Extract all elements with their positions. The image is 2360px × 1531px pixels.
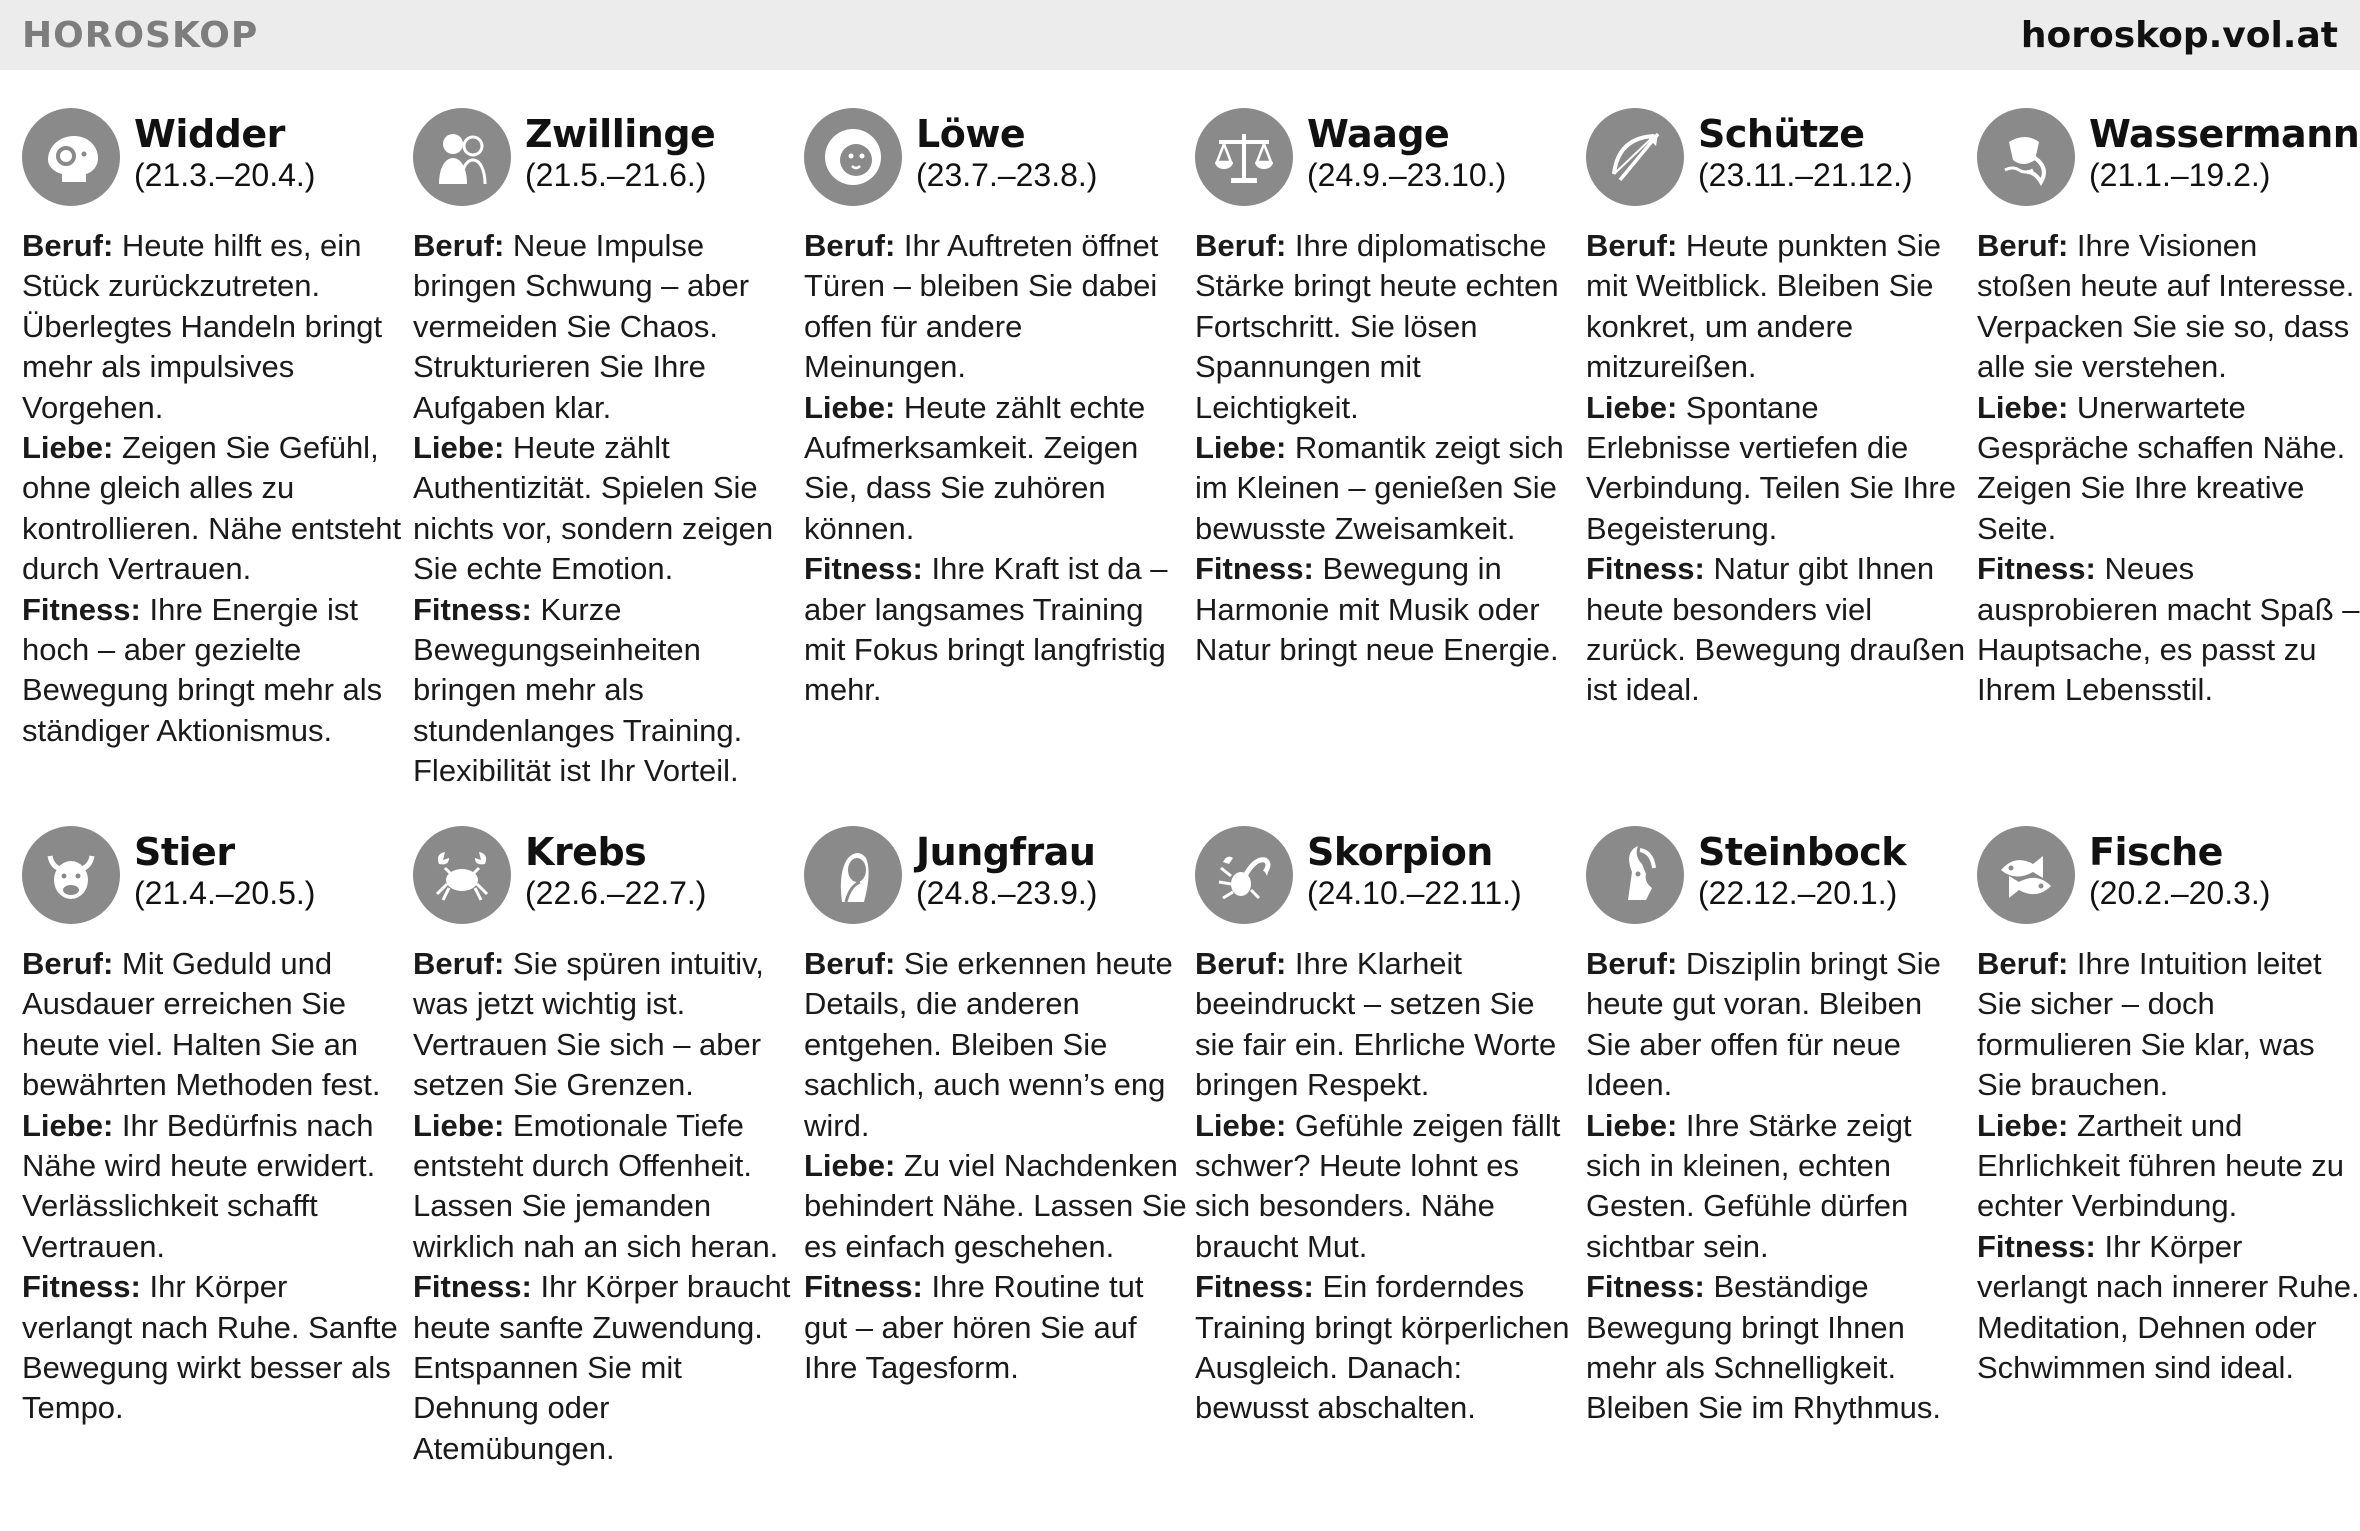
label-beruf: Beruf:	[1586, 946, 1678, 981]
text-liebe: Heute zählt Authentizität. Spielen Sie nichts vor, sondern zeigen Sie echte Emotion.	[413, 430, 774, 587]
text-liebe: Romantik zeigt sich im Kleinen – genießen Sie bewusste Zweisamkeit.	[1195, 430, 1564, 546]
sign-text	[804, 226, 1187, 711]
sign-dates: (21.3.–20.4.)	[134, 157, 316, 193]
label-liebe: Liebe:	[22, 1107, 114, 1143]
sign-dates: (20.2.–20.3.)	[2089, 875, 2271, 911]
sign-name: Jungfrau	[916, 830, 1096, 874]
sign-title-block	[134, 826, 315, 912]
crab-icon	[413, 826, 511, 924]
sign-text	[22, 944, 405, 1429]
sign-text	[804, 944, 1187, 1388]
sign-title-block	[2089, 826, 2270, 912]
text-fitness: Beständige Bewegung bringt Ihnen mehr als Schnelligkeit. Bleiben Sie im Rhythmus.	[1586, 1269, 1941, 1426]
text-liebe: Zartheit und Ehrlichkeit führen heute zu echter Verbindung.	[1977, 1107, 2345, 1224]
site-url: horoskop.vol.at	[2020, 14, 2338, 56]
label-fitness: Fitness:	[1586, 551, 1705, 587]
sign-title-block	[2089, 108, 2359, 194]
sign-name: Krebs	[525, 830, 647, 874]
sign-text	[1586, 226, 1969, 711]
bull-icon	[22, 826, 120, 924]
sign-header	[1977, 108, 2360, 216]
label-liebe: Liebe:	[1977, 1107, 2069, 1143]
text-fitness: Ihr Körper verlangt nach Ruhe. Sanfte Bewegung wirkt besser als Tempo.	[22, 1269, 398, 1426]
ibex-icon	[1586, 826, 1684, 924]
label-liebe: Liebe:	[22, 430, 114, 466]
horoscope-widder	[22, 108, 413, 826]
sign-dates: (21.5.–21.6.)	[525, 157, 707, 193]
sign-header	[804, 826, 1187, 934]
horoscope-grid	[22, 108, 2360, 1469]
sign-name: Löwe	[916, 112, 1026, 156]
text-fitness: Neues ausprobieren macht Spaß – Hauptsache, es passt zu Ihrem Lebensstil.	[1977, 551, 2360, 708]
text-beruf: Heute hilft es, ein Stück zurückzutreten. Überlegtes Handeln bringt mehr als impulsives Vorgehen.	[22, 228, 383, 425]
sign-text	[1586, 944, 1969, 1429]
label-liebe: Liebe:	[413, 430, 505, 466]
sign-name: Stier	[134, 830, 235, 874]
horoscope-sch-tze	[1586, 108, 1977, 826]
label-fitness: Fitness:	[804, 1269, 923, 1305]
sign-text	[413, 226, 796, 792]
sign-name: Schütze	[1698, 112, 1865, 156]
text-beruf: Heute punkten Sie mit Weitblick. Bleiben Sie konkret, um andere mitzureißen.	[1586, 228, 1941, 385]
label-liebe: Liebe:	[804, 389, 896, 425]
label-fitness: Fitness:	[1195, 551, 1314, 587]
sign-text	[413, 944, 796, 1469]
text-liebe: Ihre Stärke zeigt sich in kleinen, echten Gesten. Gefühle dürfen sichtbar sein.	[1586, 1107, 1912, 1264]
label-beruf: Beruf:	[804, 946, 896, 981]
horoscope-fische	[1977, 826, 2360, 1469]
sign-dates: (24.8.–23.9.)	[916, 875, 1098, 911]
sign-title-block	[525, 826, 706, 912]
label-liebe: Liebe:	[1586, 389, 1678, 425]
sign-title-block	[916, 108, 1097, 194]
text-liebe: Ihr Bedürfnis nach Nähe wird heute erwidert. Verlässlichkeit schafft Vertrauen.	[22, 1107, 376, 1264]
text-beruf: Neue Impulse bringen Schwung – aber vermeiden Sie Chaos. Strukturieren Sie Ihre Aufgaben klar.	[413, 228, 750, 425]
page-title: HOROSKOP	[22, 14, 259, 56]
text-beruf: Sie erkennen heute Details, die anderen entgehen. Bleiben Sie sachlich, auch wenn’s eng wird.	[804, 946, 1173, 1143]
sign-name: Fische	[2089, 830, 2223, 874]
sign-dates: (24.9.–23.10.)	[1307, 157, 1507, 193]
sign-title-block	[916, 826, 1097, 912]
text-fitness: Ihre Energie ist hoch – aber gezielte Bewegung bringt mehr als ständiger Aktionismus.	[22, 591, 383, 748]
label-beruf: Beruf:	[413, 946, 505, 981]
label-fitness: Fitness:	[413, 1269, 532, 1305]
sign-header	[804, 108, 1187, 216]
text-beruf: Ihr Auftreten öffnet Türen – bleiben Sie dabei offen für andere Meinungen.	[804, 228, 1159, 385]
sign-text	[1977, 226, 2360, 711]
sign-header	[1586, 826, 1969, 934]
label-beruf: Beruf:	[413, 228, 505, 263]
sign-title-block	[1307, 108, 1506, 194]
text-liebe: Emotionale Tiefe entsteht durch Offenheit. Lassen Sie jemanden wirklich nah an sich heran.	[413, 1107, 779, 1264]
sign-title-block	[1698, 108, 1913, 194]
twins-icon	[413, 108, 511, 206]
text-beruf: Mit Geduld und Ausdauer erreichen Sie heute viel. Halten Sie an bewährten Methoden fest.	[22, 946, 381, 1103]
text-fitness: Kurze Bewegungseinheiten bringen mehr als stundenlanges Training. Flexibilität ist Ihr Vorteil.	[413, 591, 743, 789]
text-beruf: Ihre diplomatische Stärke bringt heute echten Fortschritt. Sie lösen Spannungen mit Leichtigkeit.	[1195, 228, 1559, 425]
sign-dates: (21.4.–20.5.)	[134, 875, 316, 911]
sign-dates: (21.1.–19.2.)	[2089, 157, 2271, 193]
archer-icon	[1586, 108, 1684, 206]
label-fitness: Fitness:	[22, 1269, 141, 1305]
text-fitness: Bewegung in Harmonie mit Musik oder Natur bringt neue Energie.	[1195, 551, 1559, 668]
label-beruf: Beruf:	[1195, 228, 1287, 263]
lion-icon	[804, 108, 902, 206]
sign-text	[1195, 226, 1578, 670]
text-beruf: Ihre Visionen stoßen heute auf Interesse. Verpacken Sie sie so, dass alle sie verstehen.	[1977, 228, 2355, 385]
text-liebe: Unerwartete Gespräche schaffen Nähe. Zeigen Sie Ihre kreative Seite.	[1977, 389, 2346, 546]
page-header	[0, 0, 2360, 70]
label-fitness: Fitness:	[1977, 551, 2096, 587]
text-liebe: Zu viel Nachdenken behindert Nähe. Lassen Sie es einfach geschehen.	[804, 1148, 1187, 1264]
sign-header	[1586, 108, 1969, 216]
horoscope-steinbock	[1586, 826, 1977, 1469]
sign-name: Zwillinge	[525, 112, 716, 156]
fishes-icon	[1977, 826, 2075, 924]
label-liebe: Liebe:	[1195, 430, 1287, 466]
text-fitness: Natur gibt Ihnen heute besonders viel zurück. Bewegung draußen ist ideal.	[1586, 551, 1966, 708]
water-bearer-icon	[1977, 108, 2075, 206]
sign-header	[22, 826, 405, 934]
sign-name: Steinbock	[1698, 830, 1906, 874]
text-liebe: Heute zählt echte Aufmerksamkeit. Zeigen Sie, dass Sie zuhören können.	[804, 389, 1146, 546]
label-fitness: Fitness:	[1977, 1228, 2096, 1264]
sign-dates: (24.10.–22.11.)	[1307, 875, 1522, 911]
scorpion-icon	[1195, 826, 1293, 924]
label-liebe: Liebe:	[1586, 1107, 1678, 1143]
sign-title-block	[1698, 826, 1906, 912]
label-fitness: Fitness:	[1195, 1269, 1314, 1305]
horoscope-zwillinge	[413, 108, 804, 826]
sign-title-block	[134, 108, 315, 194]
virgin-icon	[804, 826, 902, 924]
scales-icon	[1195, 108, 1293, 206]
text-liebe: Spontane Erlebnisse vertiefen die Verbindung. Teilen Sie Ihre Begeisterung.	[1586, 389, 1956, 546]
sign-header	[22, 108, 405, 216]
label-beruf: Beruf:	[22, 228, 114, 263]
text-beruf: Disziplin bringt Sie heute gut voran. Bleiben Sie aber offen für neue Ideen.	[1586, 946, 1941, 1103]
sign-name: Widder	[134, 112, 285, 156]
label-liebe: Liebe:	[804, 1148, 896, 1184]
sign-name: Wassermann	[2089, 112, 2360, 156]
text-beruf: Ihre Intuition leitet Sie sicher – doch formulieren Sie klar, was Sie brauchen.	[1977, 946, 2322, 1103]
sign-text	[1977, 944, 2360, 1388]
text-fitness: Ihre Routine tut gut – aber hören Sie auf Ihre Tagesform.	[804, 1269, 1144, 1386]
sign-title-block	[525, 108, 715, 194]
text-beruf: Sie spüren intuitiv, was jetzt wichtig ist. Vertrauen Sie sich – aber setzen Sie Grenzen.	[413, 946, 764, 1103]
horoscope-stier	[22, 826, 413, 1469]
label-fitness: Fitness:	[413, 591, 532, 627]
sign-header	[413, 826, 796, 934]
text-fitness: Ihr Körper verlangt nach innerer Ruhe. Meditation, Dehnen oder Schwimmen sind ideal.	[1977, 1228, 2360, 1386]
sign-name: Skorpion	[1307, 830, 1493, 874]
label-beruf: Beruf:	[1586, 228, 1678, 263]
text-liebe: Gefühle zeigen fällt schwer? Heute lohnt es sich besonders. Nähe braucht Mut.	[1195, 1107, 1561, 1264]
sign-text	[1195, 944, 1578, 1429]
text-liebe: Zeigen Sie Gefühl, ohne gleich alles zu kontrollieren. Nähe entsteht durch Vertrauen.	[22, 430, 402, 587]
sign-dates: (23.11.–21.12.)	[1698, 157, 1913, 193]
label-beruf: Beruf:	[1195, 946, 1287, 981]
label-liebe: Liebe:	[1977, 389, 2069, 425]
sign-header	[1195, 108, 1578, 216]
horoscope-l-we	[804, 108, 1195, 826]
label-liebe: Liebe:	[1195, 1107, 1287, 1143]
label-beruf: Beruf:	[1977, 946, 2069, 981]
label-fitness: Fitness:	[1586, 1269, 1705, 1305]
label-beruf: Beruf:	[804, 228, 896, 263]
label-beruf: Beruf:	[1977, 228, 2069, 263]
text-fitness: Ein forderndes Training bringt körperlichen Ausgleich. Danach: bewusst abschalten.	[1195, 1269, 1570, 1426]
sign-dates: (22.12.–20.1.)	[1698, 875, 1898, 911]
horoscope-skorpion	[1195, 826, 1586, 1469]
label-beruf: Beruf:	[22, 946, 114, 981]
text-fitness: Ihre Kraft ist da – aber langsames Training mit Fokus bringt langfristig mehr.	[804, 551, 1168, 708]
sign-dates: (23.7.–23.8.)	[916, 157, 1098, 193]
sign-header	[413, 108, 796, 216]
horoscope-jungfrau	[804, 826, 1195, 1469]
sign-header	[1977, 826, 2360, 934]
ram-icon	[22, 108, 120, 206]
horoscope-wassermann	[1977, 108, 2360, 826]
horoscope-krebs	[413, 826, 804, 1469]
label-fitness: Fitness:	[22, 591, 141, 627]
text-fitness: Ihr Körper braucht heute sanfte Zuwendung. Entspannen Sie mit Dehnung oder Atemübungen.	[413, 1269, 791, 1466]
label-liebe: Liebe:	[413, 1107, 505, 1143]
label-fitness: Fitness:	[804, 551, 923, 587]
sign-text	[22, 226, 405, 751]
sign-header	[1195, 826, 1578, 934]
text-beruf: Ihre Klarheit beeindruckt – setzen Sie sie fair ein. Ehrliche Worte bringen Respekt.	[1195, 946, 1557, 1103]
sign-name: Waage	[1307, 112, 1450, 156]
sign-title-block	[1307, 826, 1522, 912]
horoscope-waage	[1195, 108, 1586, 826]
sign-dates: (22.6.–22.7.)	[525, 875, 707, 911]
